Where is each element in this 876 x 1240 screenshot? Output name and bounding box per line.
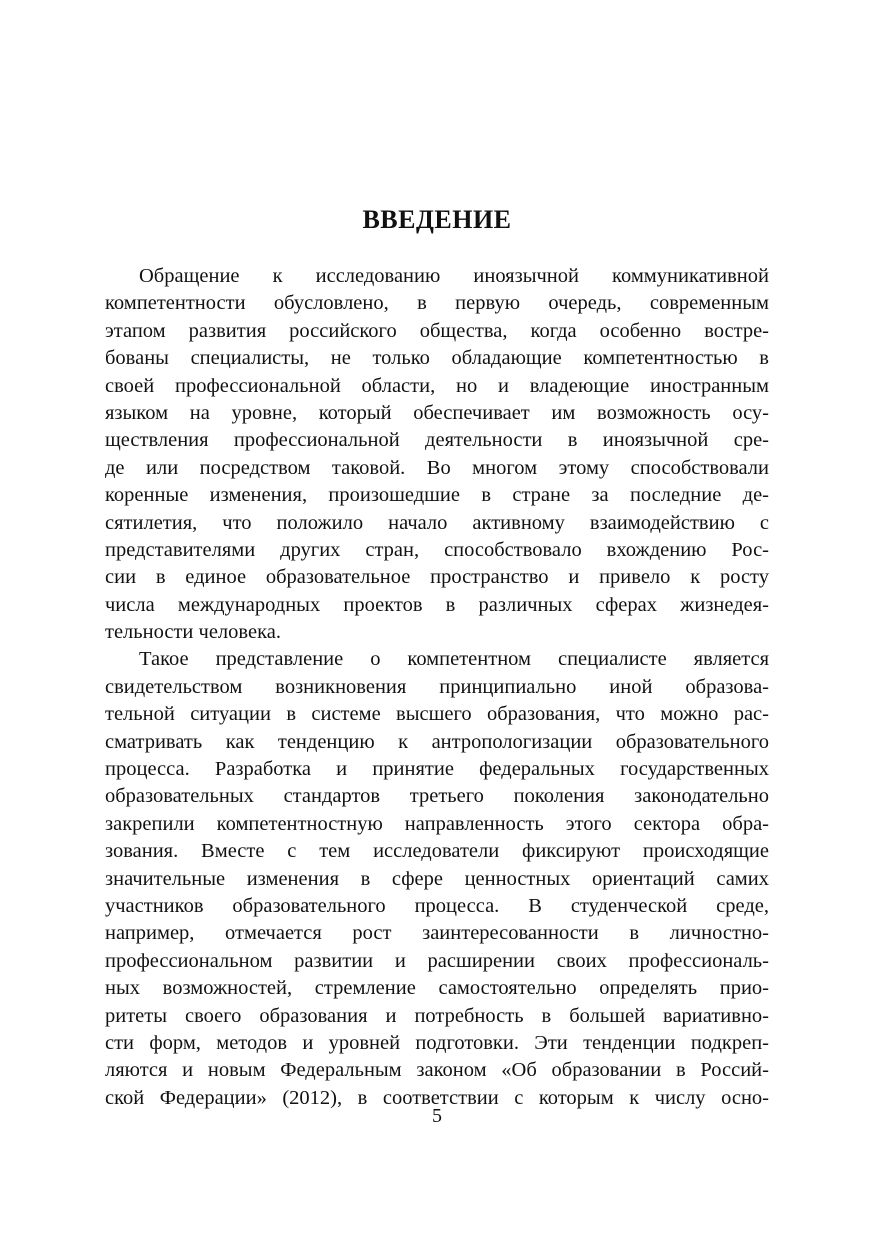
chapter-title: ВВЕДЕНИЕ xyxy=(362,205,512,234)
text-line: зования. Вместе с тем исследователи фиксируют происходящие xyxy=(105,840,769,863)
text-line: сматривать как тенденцию к антропологизации образовательного xyxy=(105,730,769,753)
body-text xyxy=(105,263,769,1112)
text-line: Обращение к исследованию иноязычной коммуникативной xyxy=(139,265,769,287)
text-line: ляются и новым Федеральным законом «Об образовании в Россий- xyxy=(105,1059,769,1082)
text-line: сти форм, методов и уровней подготовки. Эти тенденции подкреп- xyxy=(105,1031,769,1054)
text-line: например, отмечается рост заинтересованности в личностно- xyxy=(105,922,769,945)
text-line: закрепили компетентностную направленность этого сектора обра- xyxy=(105,812,769,835)
text-line: ных возможностей, стремление самостоятельно определять прио- xyxy=(105,977,769,1000)
text-line: этапом развития российского общества, когда особенно востре- xyxy=(105,319,769,342)
text-line: образовательных стандартов третьего поколения законодательно xyxy=(105,785,769,808)
text-line: свидетельством возникновения принципиально иной образова- xyxy=(105,675,769,698)
text-line: коренные изменения, произошедшие в стране за последние де- xyxy=(105,484,769,507)
text-line: тельности человека. xyxy=(105,621,281,644)
text-line: своей профессиональной области, но и владеющие иностранным xyxy=(105,374,769,397)
text-line: тельной ситуации в системе высшего образования, что можно рас- xyxy=(105,703,769,726)
text-line: процесса. Разработка и принятие федеральных государственных xyxy=(105,758,769,781)
text-line: де или посредством таковой. Во многом этому способствовали xyxy=(105,456,769,479)
page-number: 5 xyxy=(432,1105,442,1127)
text-line: значительные изменения в сфере ценностных ориентаций самих xyxy=(105,867,769,890)
text-line: ской Федерации» (2012), в соответствии с которым к числу осно- xyxy=(105,1086,769,1109)
text-line: представителями других стран, способствовало вхождению Рос- xyxy=(105,538,769,561)
text-line: бованы специалисты, не только обладающие компетентностью в xyxy=(105,347,769,370)
text-line: участников образовательного процесса. В студенческой среде, xyxy=(105,894,769,917)
text-line: сятилетия, что положило начало активному взаимодействию с xyxy=(105,511,769,534)
text-line: языком на уровне, который обеспечивает им возможность осу- xyxy=(105,401,769,424)
text-line: Такое представление о компетентном специалисте является xyxy=(139,648,769,671)
text-line: компетентности обусловлено, в первую очередь, современным xyxy=(105,292,769,315)
paragraph-1 xyxy=(105,263,769,646)
text-line: числа международных проектов в различных сферах жизнедея- xyxy=(105,593,769,616)
text-line: ритеты своего образования и потребность в большей вариативно- xyxy=(105,1004,769,1027)
text-line: сии в единое образовательное пространство и привело к росту xyxy=(105,566,769,589)
paragraph-2 xyxy=(105,646,769,1112)
text-line: ществления профессиональной деятельности в иноязычной сре- xyxy=(105,429,769,452)
text-line: профессиональном развитии и расширении своих профессиональ- xyxy=(105,949,769,972)
book-page xyxy=(105,0,769,1240)
